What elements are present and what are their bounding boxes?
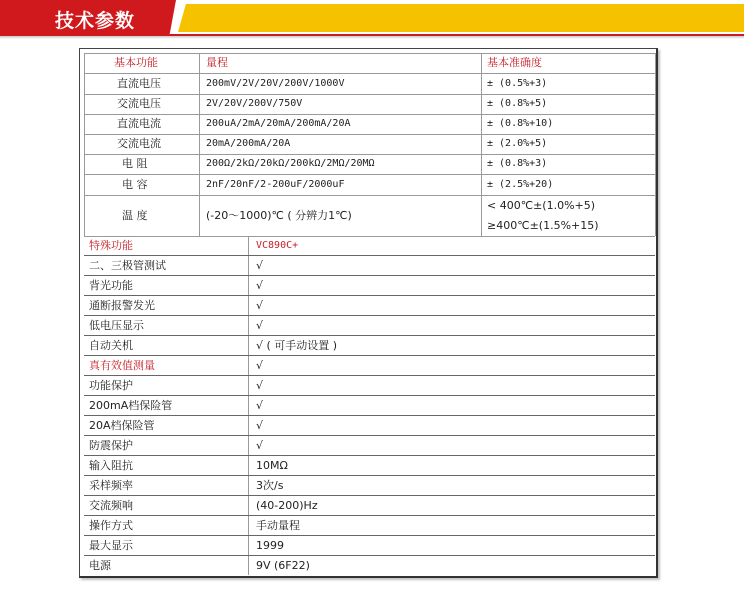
grid-line (84, 515, 655, 516)
feature-label: 操作方式 (89, 519, 133, 532)
feature-value: √ (256, 359, 264, 372)
basic-row-accuracy: ± (0.8%+3) (487, 158, 548, 169)
grid-line (84, 53, 85, 236)
basic-row-accuracy: ± (0.5%+3) (487, 78, 548, 89)
feature-label: 电源 (89, 559, 111, 572)
basic-row-range: 200mV/2V/20V/200V/1000V (206, 78, 345, 89)
grid-line (84, 355, 655, 356)
basic-row-range: 200uA/2mA/20mA/200mA/20A (206, 118, 351, 129)
feature-label: 功能保护 (89, 379, 133, 392)
basic-row-range: 20mA/200mA/20A (206, 138, 291, 149)
grid-line (84, 375, 655, 376)
model-name: VC890C+ (256, 240, 299, 251)
basic-row-accuracy: ± (2.0%+5) (487, 138, 548, 149)
grid-line (84, 154, 655, 155)
basic-row-function: 直流电压 (117, 77, 161, 90)
basic-row-function: 交流电流 (117, 137, 161, 150)
grid-line (84, 195, 655, 196)
header-yellow-band (178, 4, 744, 32)
grid-line (84, 73, 655, 74)
basic-row-accuracy: ± (0.8%+5) (487, 98, 548, 109)
basic-row-accuracy: ≥400℃±(1.5%+15) (487, 219, 599, 232)
feature-value: 1999 (256, 539, 284, 552)
grid-line (84, 395, 655, 396)
basic-row-function: 电 容 (122, 178, 148, 191)
basic-row-accuracy: < 400℃±(1.0%+5) (487, 199, 596, 212)
header-range: 量程 (206, 56, 228, 69)
basic-row-range: (-20～1000)℃ ( 分辨力1℃) (206, 209, 352, 222)
grid-line (84, 495, 655, 496)
feature-label: 真有效值测量 (89, 359, 155, 372)
grid-line (655, 53, 656, 236)
grid-line (248, 236, 249, 575)
basic-row-accuracy: ± (2.5%+20) (487, 179, 554, 190)
grid-line (481, 53, 482, 236)
basic-row-range: 2nF/20nF/2-200uF/2000uF (206, 179, 345, 190)
feature-label: 二、三极管测试 (89, 259, 166, 272)
feature-value: √ (256, 379, 264, 392)
feature-value: √ (256, 279, 264, 292)
special-features-heading: 特殊功能 (89, 239, 133, 252)
feature-label: 20A档保险管 (89, 419, 155, 432)
grid-line (84, 535, 655, 536)
grid-line (84, 435, 655, 436)
feature-value: 10MΩ (256, 459, 288, 472)
feature-value: 3次/s (256, 479, 284, 492)
feature-value: √ (256, 319, 264, 332)
feature-label: 最大显示 (89, 539, 133, 552)
section-header (0, 0, 744, 38)
basic-row-function: 直流电流 (117, 117, 161, 130)
basic-row-function: 交流电压 (117, 97, 161, 110)
grid-line (84, 555, 655, 556)
header-accuracy: 基本准确度 (487, 56, 542, 69)
spec-table-frame (79, 48, 658, 578)
grid-line (84, 295, 655, 296)
feature-value: √ (256, 399, 264, 412)
basic-row-function: 温 度 (122, 209, 148, 222)
feature-label: 交流频响 (89, 499, 133, 512)
feature-value: √ ( 可手动设置 ) (256, 339, 338, 352)
feature-label: 防震保护 (89, 439, 133, 452)
feature-label: 低电压显示 (89, 319, 144, 332)
feature-label: 自动关机 (89, 339, 133, 352)
grid-line (84, 275, 655, 276)
feature-value: √ (256, 439, 264, 452)
grid-line (84, 94, 655, 95)
feature-value: √ (256, 419, 264, 432)
feature-label: 输入阻抗 (89, 459, 133, 472)
grid-line (84, 114, 655, 115)
basic-row-accuracy: ± (0.8%+10) (487, 118, 554, 129)
grid-line (84, 134, 655, 135)
basic-row-function: 电 阻 (122, 157, 148, 170)
feature-label: 通断报警发光 (89, 299, 155, 312)
grid-line (84, 53, 655, 54)
feature-label: 200mA档保险管 (89, 399, 173, 412)
basic-row-range: 2V/20V/200V/750V (206, 98, 303, 109)
feature-value: 9V (6F22) (256, 559, 310, 572)
feature-value: 手动量程 (256, 519, 300, 532)
section-title: 技术参数 (55, 10, 136, 32)
grid-line (84, 475, 655, 476)
grid-line (84, 315, 655, 316)
grid-line (84, 415, 655, 416)
feature-value: √ (256, 299, 264, 312)
grid-line (84, 236, 655, 237)
grid-line (84, 255, 655, 256)
grid-line (199, 53, 200, 236)
header-basic-function: 基本功能 (114, 56, 158, 69)
feature-label: 采样频率 (89, 479, 133, 492)
basic-row-range: 200Ω/2kΩ/20kΩ/200kΩ/2MΩ/20MΩ (206, 158, 375, 169)
header-shadow (0, 36, 744, 39)
grid-line (84, 455, 655, 456)
grid-line (84, 174, 655, 175)
feature-value: √ (256, 259, 264, 272)
feature-label: 背光功能 (89, 279, 133, 292)
grid-line (84, 335, 655, 336)
feature-value: (40-200)Hz (256, 499, 318, 512)
